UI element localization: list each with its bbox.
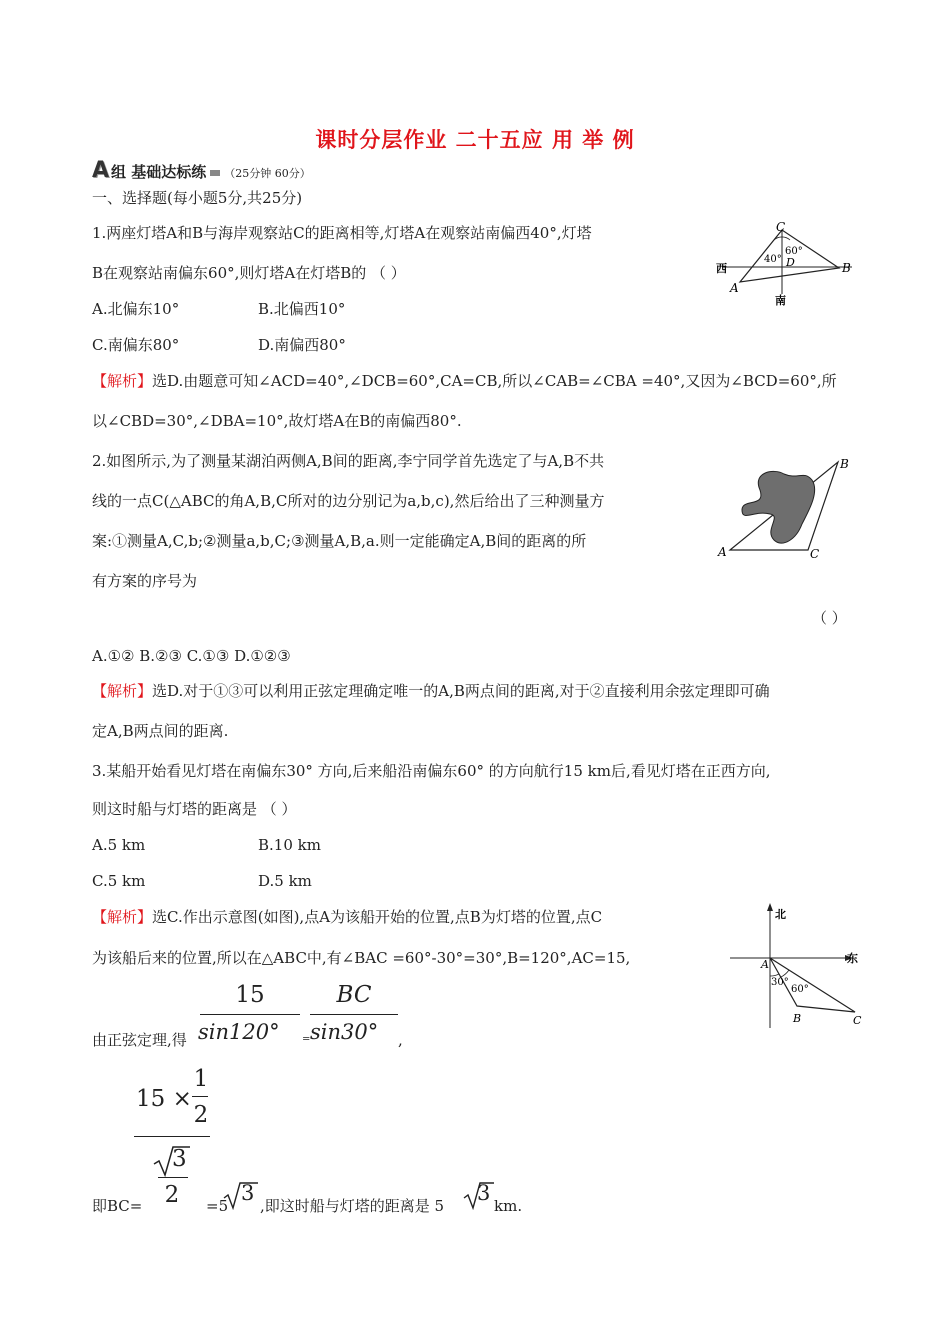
q2-figure [712, 452, 862, 564]
bc-main-bar [134, 1136, 210, 1137]
bc-sqrt3: 3 [172, 1146, 187, 1172]
frac1-numerator: 15 [235, 982, 265, 1008]
q3-label-60: 60° [791, 984, 809, 995]
q1-label-a: A [730, 281, 739, 295]
q1-answer-line2: 以∠CBD=30°,∠DBA=10°,故灯塔A在B的南偏西80°. [92, 412, 462, 430]
half-numerator: 1 [193, 1066, 209, 1092]
q3-line1: 3.某船开始看见灯塔在南偏东30° 方向,后来船沿南偏东60° 的方向航行15 km后,看见灯塔在正西方向, [92, 762, 771, 780]
q3-label-a: A [761, 958, 769, 971]
q3-label-c: C [853, 1014, 862, 1027]
q3-answer-line2: 为该船后来的位置,所以在△ABC中,有∠BAC =60°-30°=30°,B=120°,AC=15, [92, 949, 631, 967]
bc-prefix: 即BC= [92, 1197, 143, 1215]
q3-option-d: D.5 km [258, 872, 312, 890]
q2-label-b: B [840, 457, 849, 471]
q1-option-a: A.北偏东10° [92, 300, 180, 318]
bc-numerator-15: 15 × [136, 1086, 192, 1112]
analysis-label: 【解析】 [92, 682, 153, 700]
result-prefix: =5 [206, 1197, 229, 1215]
section-header [92, 158, 311, 183]
arrow-up-icon [767, 903, 773, 911]
sqrt-bar [158, 1177, 188, 1178]
q3-option-c: C.5 km [92, 872, 146, 890]
q1-option-d: D.南偏西80° [258, 336, 346, 354]
half-bar [192, 1096, 208, 1097]
result-sqrt3: 3 [241, 1181, 255, 1205]
frac1-bar [200, 1014, 300, 1015]
q1-option-b: B.北偏西10° [258, 300, 346, 318]
q1-label-west: 西 [716, 262, 727, 275]
result-unit: km. [494, 1197, 523, 1215]
result-text: ,即这时船与灯塔的距离是 5 [260, 1197, 445, 1215]
frac2-numerator: BC [336, 982, 372, 1008]
q2-lake [742, 471, 815, 543]
q1-label-60: 60° [785, 246, 803, 257]
section-time: （25分钟 60分） [224, 167, 311, 180]
q3-angle-arc-60 [781, 970, 789, 977]
q3-line2: 则这时船与灯塔的距离是 （ ） [92, 800, 297, 818]
q2-label-c: C [810, 547, 820, 561]
q1-answer-text: 选D.由题意可知∠ACD=40°,∠DCB=60°,CA=CB,所以∠CAB=∠CBA =40°,又因为∠BCD=60°,所 [152, 372, 837, 390]
q2-line4: 有方案的序号为 [92, 572, 198, 590]
frac2-denominator: sin30° [310, 1020, 379, 1044]
q2-answer-line1 [92, 681, 770, 701]
q2-answer-text: 选D.对于①③可以利用正弦定理确定唯一的A,B两点间的距离,对于②直接利用余弦定理即可确 [152, 682, 770, 700]
q2-answer-line2: 定A,B两点间的距离. [92, 722, 229, 740]
q2-answer-paren: （ ） [812, 609, 847, 627]
q3-label-north: 北 [775, 908, 786, 921]
analysis-label: 【解析】 [92, 372, 153, 390]
q2-line1: 2.如图所示,为了测量某湖泊两侧A,B间的距离,李宁同学首先选定了与A,B不共 [92, 452, 605, 470]
q3-label-b: B [793, 1012, 802, 1025]
q1-line1: 1.两座灯塔A和B与海岸观察站C的距离相等,灯塔A在观察站南偏西40°,灯塔 [92, 224, 592, 242]
q3-answer-text: 选C.作出示意图(如图),点A为该船开始的位置,点B为灯塔的位置,点C [152, 908, 603, 926]
result-sqrt3-2: 3 [477, 1181, 491, 1205]
q1-label-c: C [776, 220, 786, 234]
page-title: 课时分层作业 二十五应 用 举 例 [315, 127, 635, 152]
decorative-bar-icon [210, 170, 220, 176]
equation-comma: , [398, 1031, 403, 1049]
frac1-denominator: sin120° [198, 1020, 280, 1044]
analysis-label: 【解析】 [92, 908, 153, 926]
q1-label-d: D [786, 256, 795, 269]
q3-option-a: A.5 km [92, 836, 146, 854]
q1-label-40: 40° [764, 254, 782, 265]
section-badge: A [92, 158, 110, 183]
q3-figure [725, 900, 865, 1035]
q3-angle-arc-30 [770, 974, 779, 976]
q3-label-east: 东 [847, 952, 858, 965]
q3-label-30: 30° [771, 977, 789, 988]
q3-answer-line1 [92, 907, 602, 927]
q1-figure [712, 218, 862, 308]
q2-label-a: A [718, 545, 727, 559]
q2-line2: 线的一点C(△ABC的角A,B,C所对的边分别记为a,b,c),然后给出了三种测量方 [92, 492, 605, 510]
part-heading: 一、选择题(每小题5分,共25分) [92, 189, 303, 207]
q3-law-prefix: 由正弦定理,得 [92, 1031, 187, 1049]
bc-den-2: 2 [164, 1182, 180, 1208]
q1-line2: B在观察站南偏东60°,则灯塔A在灯塔B的 （ ） [92, 264, 406, 282]
q3-option-b: B.10 km [258, 836, 321, 854]
q1-label-south: 南 [775, 294, 786, 307]
q2-options: A.①② B.②③ C.①③ D.①②③ [92, 647, 291, 665]
q1-option-c: C.南偏东80° [92, 336, 180, 354]
q1-answer-line1 [92, 371, 837, 391]
frac2-bar [310, 1014, 398, 1015]
q1-label-b: B [842, 261, 851, 275]
section-label: 组 基础达标练 [111, 163, 207, 181]
q2-line3: 案:①测量A,C,b;②测量a,b,C;③测量A,B,a.则一定能确定A,B间的距离的所 [92, 532, 587, 550]
half-denominator: 2 [193, 1102, 209, 1128]
equals-sign: = [302, 1034, 311, 1045]
